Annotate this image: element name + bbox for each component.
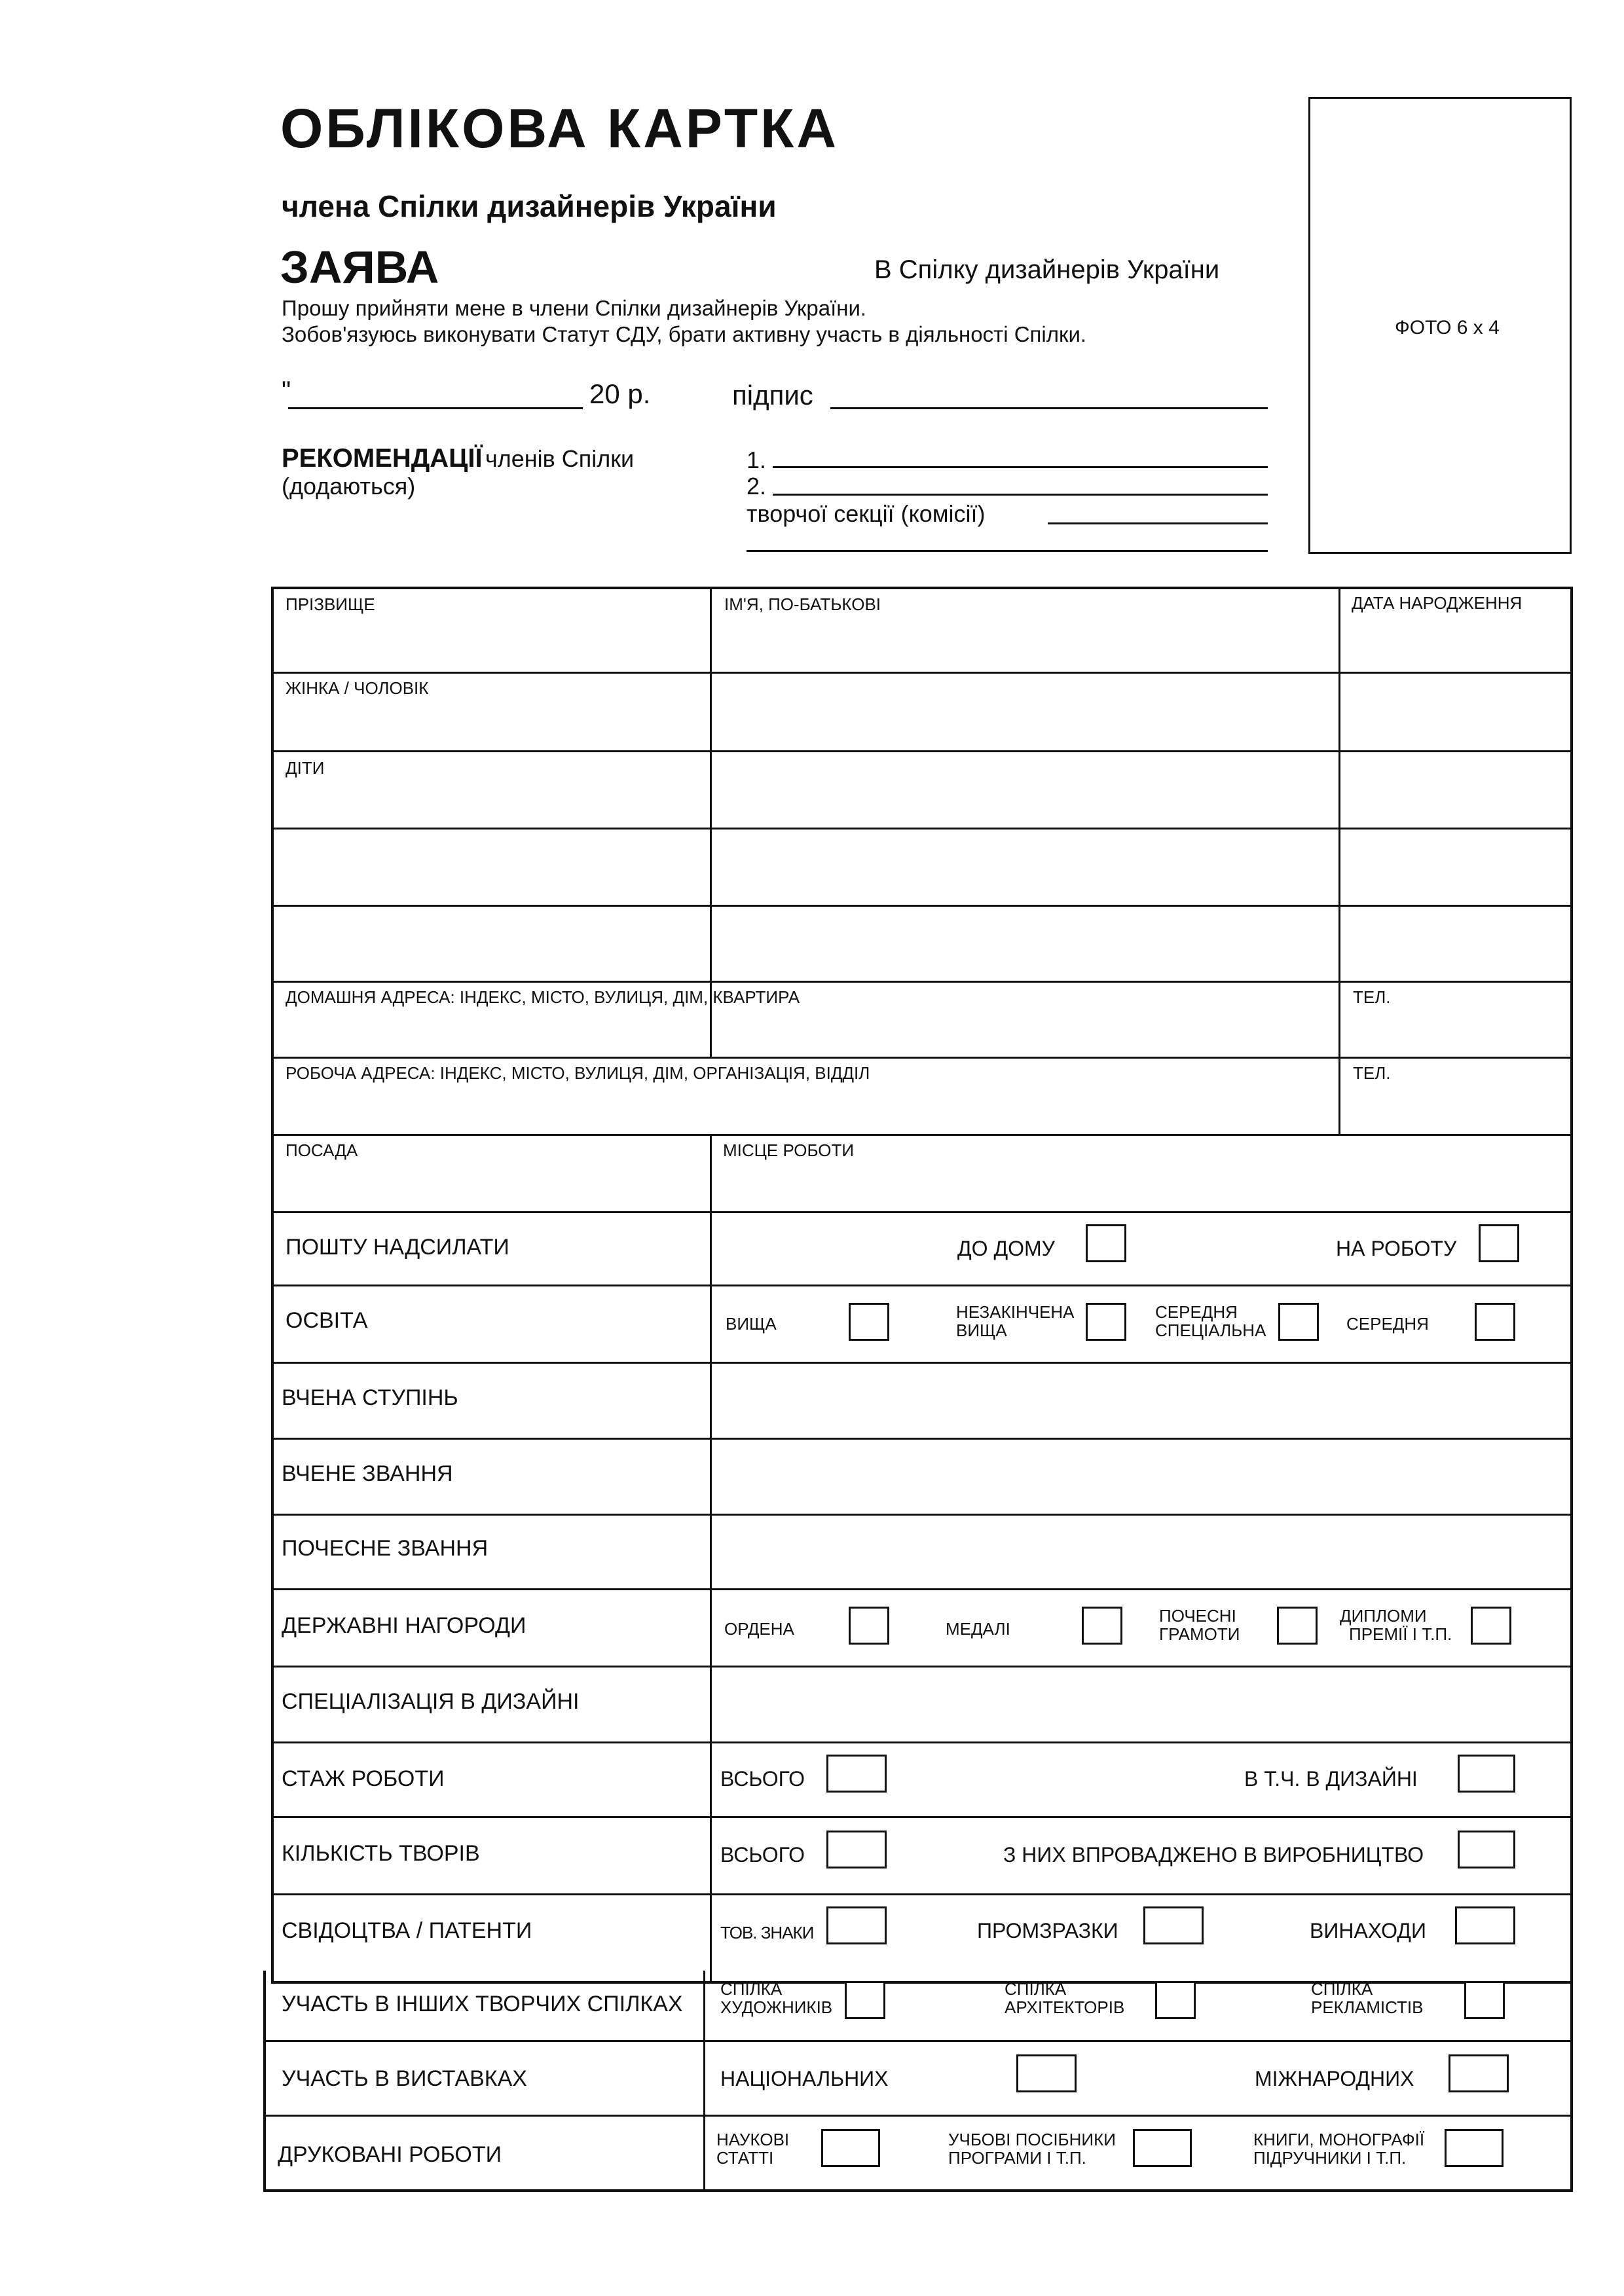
works-implemented-label: З НИХ ВПРОВАДЖЕНО В ВИРОБНИЦТВО bbox=[1003, 1843, 1424, 1867]
unions-label: УЧАСТЬ В ІНШИХ ТВОРЧИХ СПІЛКАХ bbox=[282, 1992, 683, 2016]
table-bottom-edge bbox=[263, 2189, 1573, 2192]
publications-articles-label-1: НАУКОВІ bbox=[716, 2130, 790, 2149]
honorary-title-label: ПОЧЕСНЕ ЗВАННЯ bbox=[282, 1536, 489, 1561]
signature-field-line[interactable] bbox=[830, 407, 1268, 409]
awards-orders-label: ОРДЕНА bbox=[724, 1619, 794, 1639]
row-divider bbox=[271, 981, 1573, 983]
application-title: ЗАЯВА bbox=[280, 242, 439, 293]
date-quote: " bbox=[282, 376, 291, 405]
experience-design-label: В Т.Ч. В ДИЗАЙНІ bbox=[1244, 1767, 1418, 1791]
works-label: КІЛЬКІСТЬ ТВОРІВ bbox=[282, 1841, 480, 1866]
row-divider bbox=[271, 1816, 1573, 1818]
birth-date-label: ДАТА НАРОДЖЕННЯ bbox=[1352, 593, 1522, 613]
education-higher-checkbox[interactable] bbox=[849, 1303, 889, 1341]
year-label: 20 р. bbox=[589, 378, 651, 409]
creative-section-label: творчої секції (комісії) bbox=[747, 500, 986, 527]
spouse-label: ЖІНКА / ЧОЛОВІК bbox=[286, 678, 429, 698]
awards-medals-checkbox[interactable] bbox=[1082, 1607, 1122, 1645]
education-label: ОСВІТА bbox=[286, 1308, 368, 1333]
exhibitions-international-field[interactable] bbox=[1449, 2054, 1509, 2092]
works-total-label: ВСЬОГО bbox=[720, 1843, 805, 1867]
education-special-label-2: СПЕЦІАЛЬНА bbox=[1155, 1321, 1266, 1340]
home-address-label: ДОМАШНЯ АДРЕСА: ІНДЕКС, МІСТО, ВУЛИЦЯ, ДІМ, КВАРТИРА bbox=[286, 987, 800, 1007]
unions-architects-label-2: АРХІТЕКТОРІВ bbox=[1005, 1997, 1125, 2017]
publications-label: ДРУКОВАНІ РОБОТИ bbox=[278, 2142, 502, 2167]
experience-total-label: ВСЬОГО bbox=[720, 1767, 805, 1791]
unions-architects-checkbox[interactable] bbox=[1155, 1981, 1196, 2019]
education-secondary-label: СЕРЕДНЯ bbox=[1346, 1314, 1429, 1334]
unions-advertisers-label-1: СПІЛКА bbox=[1311, 1979, 1373, 1999]
col-divider bbox=[710, 1134, 712, 1984]
experience-total-field[interactable] bbox=[826, 1755, 887, 1793]
row-divider bbox=[271, 1438, 1573, 1440]
row-divider bbox=[271, 1893, 1573, 1895]
row-divider bbox=[271, 1057, 1573, 1059]
row-divider bbox=[271, 1741, 1573, 1743]
recommendation-2-number: 2. bbox=[747, 473, 767, 500]
unions-artists-label-1: СПІЛКА bbox=[720, 1979, 783, 1999]
patents-trademarks-label: ТОВ. ЗНАКИ bbox=[720, 1923, 814, 1942]
education-incomplete-label-2: ВИЩА bbox=[956, 1321, 1007, 1340]
home-phone-label: ТЕЛ. bbox=[1353, 987, 1391, 1007]
exhibitions-national-field[interactable] bbox=[1016, 2054, 1077, 2092]
patents-trademarks-field[interactable] bbox=[826, 1906, 887, 1944]
exhibitions-international-label: МІЖНАРОДНИХ bbox=[1255, 2067, 1414, 2090]
surname-label: ПРІЗВИЩЕ bbox=[286, 594, 375, 614]
patents-inventions-label: ВИНАХОДИ bbox=[1310, 1919, 1426, 1942]
publications-textbooks-label-2: ПРОГРАМИ І Т.П. bbox=[948, 2148, 1086, 2168]
row-divider bbox=[271, 672, 1573, 674]
col-divider bbox=[703, 1971, 705, 2191]
awards-certificates-label-1: ПОЧЕСНІ bbox=[1159, 1606, 1236, 1626]
publications-articles-label-2: СТАТТІ bbox=[716, 2148, 774, 2168]
unions-artists-label-2: ХУДОЖНИКІВ bbox=[720, 1997, 833, 2017]
name-label: ІМ'Я, ПО-БАТЬКОВІ bbox=[724, 594, 881, 614]
recommendation-2-line[interactable] bbox=[773, 494, 1268, 496]
experience-design-field[interactable] bbox=[1458, 1755, 1515, 1793]
creative-section-line[interactable] bbox=[1048, 522, 1268, 524]
publications-textbooks-label-1: УЧБОВІ ПОСІБНИКИ bbox=[948, 2130, 1116, 2149]
academic-title-label: ВЧЕНЕ ЗВАННЯ bbox=[282, 1461, 453, 1486]
awards-diplomas-label-2: ПРЕМІЇ І Т.П. bbox=[1349, 1624, 1452, 1644]
works-implemented-field[interactable] bbox=[1458, 1831, 1515, 1868]
recommendation-1-number: 1. bbox=[747, 446, 767, 473]
awards-label: ДЕРЖАВНІ НАГОРОДИ bbox=[282, 1613, 526, 1638]
creative-section-line-2[interactable] bbox=[747, 550, 1268, 552]
recommendations-title: РЕКОМЕНДАЦІЇ bbox=[282, 444, 483, 473]
awards-orders-checkbox[interactable] bbox=[849, 1607, 889, 1645]
children-label: ДІТИ bbox=[286, 758, 325, 778]
education-secondary-checkbox[interactable] bbox=[1475, 1303, 1515, 1341]
mail-home-label: ДО ДОМУ bbox=[957, 1237, 1055, 1260]
row-divider bbox=[271, 1285, 1573, 1286]
signature-label: підпис bbox=[732, 380, 813, 410]
recommendation-1-line[interactable] bbox=[773, 466, 1268, 468]
commitment-line: Зобов'язуюсь виконувати Статут СДУ, брати активну участь в діяльності Спілки. bbox=[282, 322, 1087, 346]
addressee: В Спілку дизайнерів України bbox=[874, 255, 1220, 284]
publications-articles-field[interactable] bbox=[821, 2129, 880, 2167]
degree-label: ВЧЕНА СТУПІНЬ bbox=[282, 1385, 458, 1410]
row-divider bbox=[263, 2115, 1573, 2117]
unions-architects-label-1: СПІЛКА bbox=[1005, 1979, 1067, 1999]
patents-inventions-field[interactable] bbox=[1455, 1906, 1515, 1944]
recommendations-suffix: членів Спілки bbox=[485, 445, 635, 472]
patents-designs-field[interactable] bbox=[1143, 1906, 1204, 1944]
mail-work-checkbox[interactable] bbox=[1479, 1224, 1519, 1262]
row-divider bbox=[271, 1211, 1573, 1213]
exhibitions-national-label: НАЦІОНАЛЬНИХ bbox=[720, 2067, 889, 2090]
col-divider bbox=[1338, 981, 1340, 1134]
table-left-edge bbox=[263, 1971, 266, 2191]
awards-diplomas-checkbox[interactable] bbox=[1471, 1607, 1511, 1645]
row-divider bbox=[271, 828, 1573, 829]
works-total-field[interactable] bbox=[826, 1831, 887, 1868]
row-divider bbox=[271, 1588, 1573, 1590]
mail-home-checkbox[interactable] bbox=[1086, 1224, 1126, 1262]
publications-books-label-1: КНИГИ, МОНОГРАФІЇ bbox=[1253, 2130, 1425, 2149]
awards-certificates-checkbox[interactable] bbox=[1277, 1607, 1318, 1645]
row-divider bbox=[271, 1134, 1573, 1136]
education-special-checkbox[interactable] bbox=[1278, 1303, 1319, 1341]
publications-books-label-2: ПІДРУЧНИКИ І Т.П. bbox=[1253, 2148, 1407, 2168]
work-phone-label: ТЕЛ. bbox=[1353, 1063, 1391, 1083]
mail-label: ПОШТУ НАДСИЛАТИ bbox=[286, 1235, 509, 1260]
exhibitions-label: УЧАСТЬ В ВИСТАВКАХ bbox=[282, 2066, 527, 2091]
unions-advertisers-checkbox[interactable] bbox=[1464, 1981, 1505, 2019]
page-subtitle: члена Спілки дизайнерів України bbox=[282, 189, 777, 223]
position-label: ПОСАДА bbox=[286, 1140, 358, 1160]
table-right-edge bbox=[1570, 1971, 1573, 2191]
row-divider bbox=[271, 750, 1573, 752]
work-address-label: РОБОЧА АДРЕСА: ІНДЕКС, МІСТО, ВУЛИЦЯ, ДІМ, ОРГАНІЗАЦІЯ, ВІДДІЛ bbox=[286, 1063, 870, 1083]
awards-medals-label: МЕДАЛІ bbox=[946, 1619, 1010, 1639]
recommendations-label bbox=[282, 444, 634, 473]
education-higher-label: ВИЩА bbox=[726, 1314, 777, 1334]
page-title: ОБЛІКОВА КАРТКА bbox=[280, 98, 840, 159]
date-field-line[interactable] bbox=[288, 407, 583, 409]
workplace-label: МІСЦЕ РОБОТИ bbox=[723, 1140, 855, 1160]
education-incomplete-checkbox[interactable] bbox=[1086, 1303, 1126, 1341]
education-special-label-1: СЕРЕДНЯ bbox=[1155, 1302, 1238, 1322]
education-incomplete-label-1: НЕЗАКІНЧЕНА bbox=[956, 1302, 1075, 1322]
unions-advertisers-label-2: РЕКЛАМІСТІВ bbox=[1311, 1997, 1424, 2017]
row-divider bbox=[271, 905, 1573, 907]
request-line: Прошу прийняти мене в члени Спілки дизайнерів України. bbox=[282, 296, 867, 320]
experience-label: СТАЖ РОБОТИ bbox=[282, 1766, 445, 1791]
publications-books-field[interactable] bbox=[1445, 2129, 1504, 2167]
photo-label: ФОТО 6 х 4 bbox=[1395, 317, 1500, 338]
recommendations-attached: (додаються) bbox=[282, 473, 416, 500]
patents-label: СВІДОЦТВА / ПАТЕНТИ bbox=[282, 1918, 532, 1943]
awards-diplomas-label-1: ДИПЛОМИ bbox=[1340, 1606, 1427, 1626]
awards-certificates-label-2: ГРАМОТИ bbox=[1159, 1624, 1240, 1644]
unions-artists-checkbox[interactable] bbox=[845, 1981, 885, 2019]
row-divider bbox=[271, 1514, 1573, 1516]
patents-designs-label: ПРОМЗРАЗКИ bbox=[977, 1919, 1118, 1942]
row-divider bbox=[263, 2040, 1573, 2042]
row-divider bbox=[271, 1362, 1573, 1364]
mail-work-label: НА РОБОТУ bbox=[1336, 1237, 1457, 1260]
publications-textbooks-field[interactable] bbox=[1133, 2129, 1192, 2167]
specialization-label: СПЕЦІАЛІЗАЦІЯ В ДИЗАЙНІ bbox=[282, 1689, 580, 1714]
row-divider bbox=[271, 1666, 1573, 1667]
